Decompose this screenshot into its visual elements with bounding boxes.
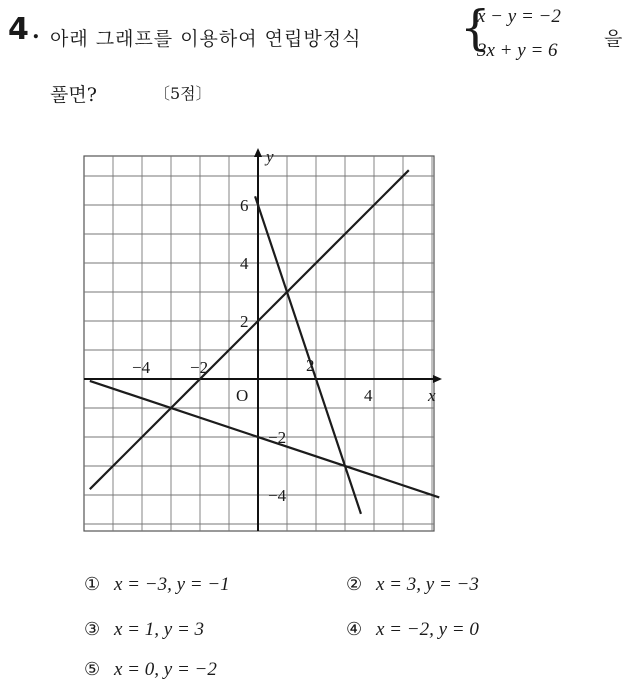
choice-5[interactable] [84, 659, 217, 681]
origin-label: O [236, 386, 249, 405]
y-tick-label: 6 [240, 196, 249, 215]
question-number: 4 [8, 12, 29, 47]
y-tick-label: 2 [240, 312, 249, 331]
choice-2-text: x = 3, y = −3 [376, 574, 479, 595]
question-points: 〔5점〕 [154, 84, 212, 103]
choice-2[interactable] [346, 574, 479, 596]
question-prompt: 아래 그래프를 이용하여 연립방정식 [50, 28, 362, 50]
choice-1-text: x = −3, y = −1 [114, 574, 230, 595]
choice-2-marker: ② [346, 574, 363, 595]
choice-3-text: x = 1, y = 3 [114, 619, 205, 640]
x-axis-arrow [433, 375, 442, 383]
question-suffix: 을 [604, 28, 623, 50]
x-tick-label: −4 [132, 358, 151, 377]
choice-3-marker: ③ [84, 619, 101, 640]
choice-5-marker: ⑤ [84, 659, 101, 680]
y-tick-label: −4 [268, 486, 287, 505]
equation-2: 3x + y = 6 [477, 40, 558, 61]
x-tick-label: 2 [306, 356, 315, 375]
graph-line-1 [90, 170, 409, 489]
y-tick-label: 4 [240, 254, 249, 273]
choice-5-text: x = 0, y = −2 [114, 659, 217, 680]
y-axis-arrow [254, 148, 262, 157]
choice-4-marker: ④ [346, 619, 363, 640]
x-tick-label: 4 [364, 386, 373, 405]
equation-1: x − y = −2 [477, 6, 561, 27]
system-brace: { [460, 0, 491, 56]
x-tick-label: −2 [190, 358, 209, 377]
choice-4-text: x = −2, y = 0 [376, 619, 479, 640]
y-tick-label: −2 [268, 428, 287, 447]
choice-1-marker: ① [84, 574, 101, 595]
question-line2: 풀면? [50, 84, 97, 106]
choice-1[interactable] [84, 574, 230, 596]
y-axis-label: y [266, 147, 274, 166]
choice-3[interactable] [84, 619, 204, 641]
graph-labels [132, 147, 436, 505]
x-axis-label: x [428, 386, 436, 405]
question-number-dot: . [32, 18, 40, 44]
choice-4[interactable] [346, 619, 479, 641]
